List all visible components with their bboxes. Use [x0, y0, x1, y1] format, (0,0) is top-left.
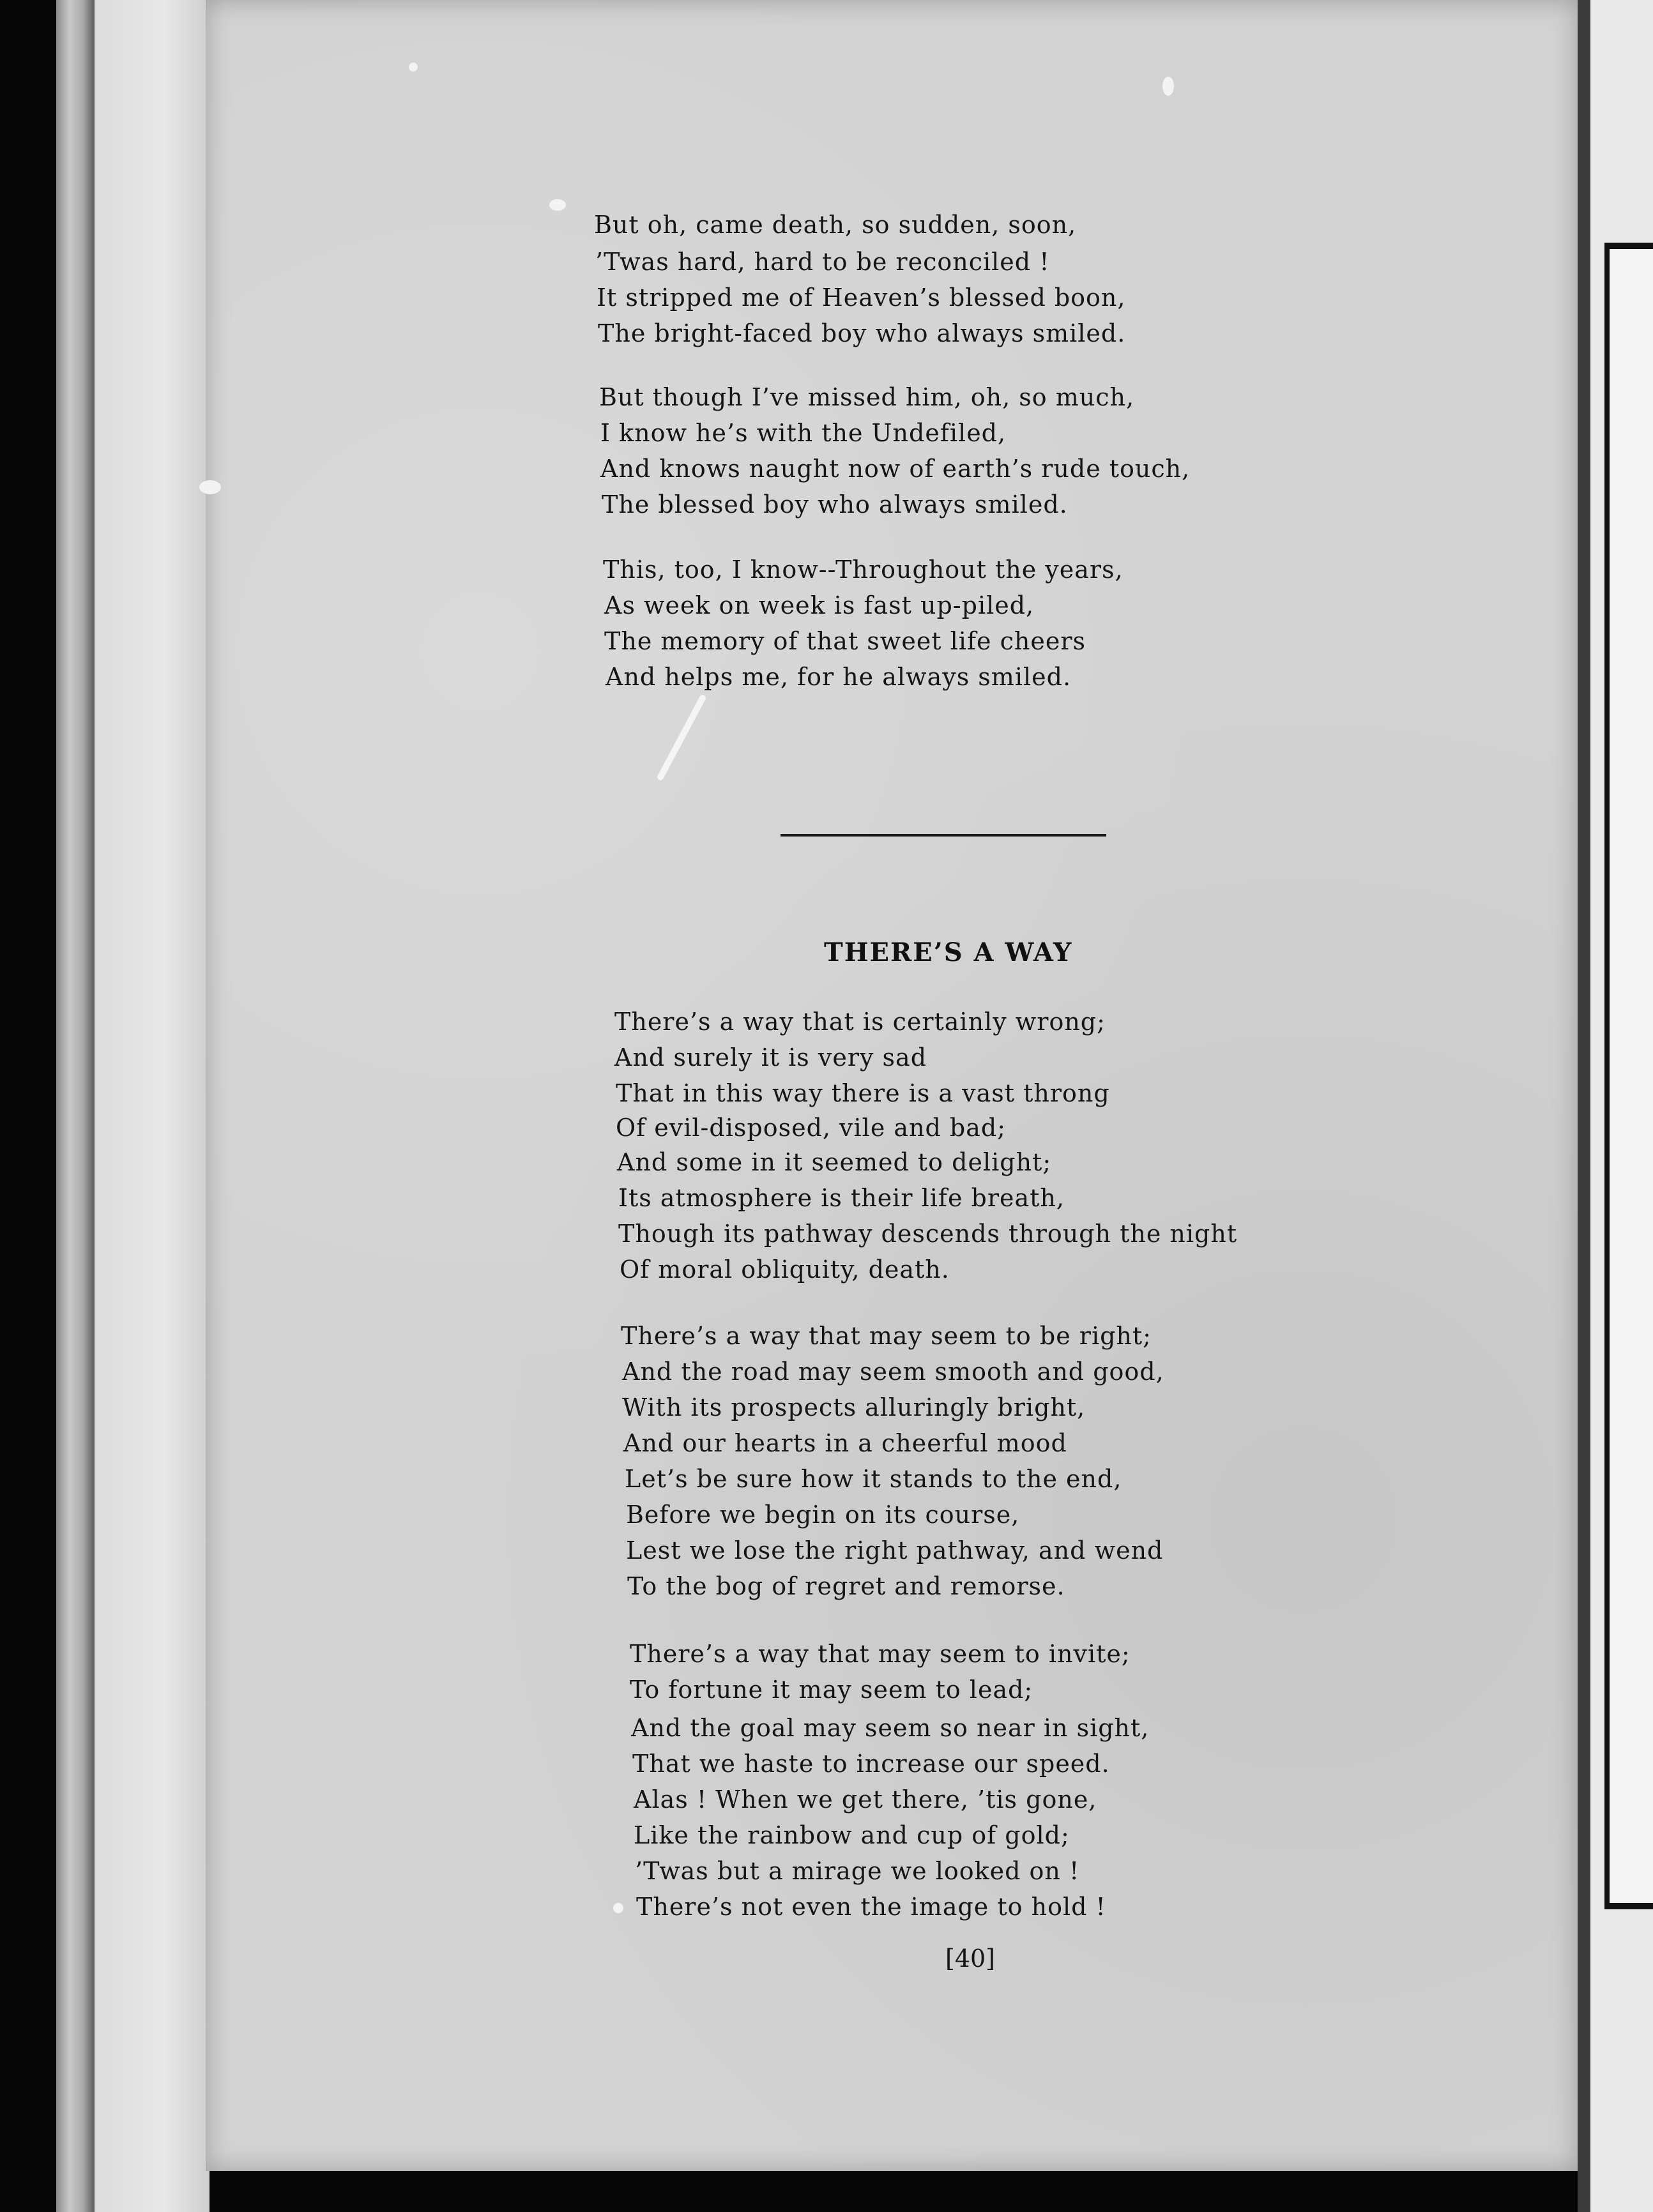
poem-2-line: Like the rainbow and cup of gold;: [634, 1821, 1070, 1849]
poem-2-line: Of moral obliquity, death.: [620, 1255, 950, 1284]
poem-2-line: Before we begin on its course,: [626, 1501, 1020, 1529]
poem-1-line: The memory of that sweet life cheers: [604, 627, 1086, 655]
poem-2-line: And surely it is very sad: [614, 1043, 927, 1072]
poem-2-line: Alas ! When we get there, ’tis gone,: [634, 1785, 1097, 1814]
poem-2-line: With its prospects alluringly bright,: [622, 1393, 1086, 1421]
dust-speck: [1162, 77, 1174, 96]
section-divider: [781, 834, 1106, 837]
facing-page-margin: [95, 0, 209, 2212]
poem-2-line: To fortune it may seem to lead;: [630, 1676, 1033, 1704]
poem-2-line: Its atmosphere is their life breath,: [618, 1184, 1065, 1212]
page-gutter-shadow: [1578, 0, 1590, 2212]
poem-2-line: And the goal may seem so near in sight,: [631, 1714, 1150, 1742]
dust-speck: [549, 199, 566, 211]
poem-1-line: But oh, came death, so sudden, soon,: [594, 211, 1077, 239]
poem-2-line: Lest we lose the right pathway, and wend: [626, 1536, 1164, 1564]
poem-2-line: Let’s be sure how it stands to the end,: [625, 1465, 1122, 1493]
dust-speck: [199, 480, 221, 494]
poem-2-line: There’s not even the image to hold !: [636, 1893, 1106, 1921]
poem-1-line: But though I’ve missed him, oh, so much,: [599, 383, 1135, 411]
book-edge: [56, 0, 95, 2212]
poem-2-line: That in this way there is a vast throng: [616, 1079, 1110, 1107]
poem-2-line: There’s a way that may seem to invite;: [630, 1640, 1131, 1668]
poem-2-line: Though its pathway descends through the night: [618, 1220, 1238, 1248]
poem-2-line: That we haste to increase our speed.: [632, 1750, 1110, 1778]
poem-2-line: To the bog of regret and remorse.: [627, 1572, 1065, 1600]
dust-speck: [409, 63, 418, 72]
poem-2-line: ’Twas but a mirage we looked on !: [635, 1857, 1080, 1885]
poem-1-line: The bright-faced boy who always smiled.: [598, 319, 1126, 347]
poem-1-line: The blessed boy who always smiled.: [602, 490, 1068, 519]
poem-title: THERE’S A WAY: [824, 937, 1073, 967]
poem-1-line: ’Twas hard, hard to be reconciled !: [595, 248, 1050, 276]
poem-1-line: As week on week is fast up-piled,: [604, 591, 1035, 619]
poem-2-line: And the road may seem smooth and good,: [622, 1358, 1164, 1386]
poem-2-line: And some in it seemed to delight;: [617, 1148, 1052, 1176]
poem-2-line: And our hearts in a cheerful mood: [623, 1429, 1067, 1457]
page-number: [40]: [945, 1944, 996, 1973]
poem-2-line: There’s a way that may seem to be right;: [621, 1322, 1152, 1350]
poem-1-line: This, too, I know--Throughout the years,: [603, 556, 1124, 584]
poem-1-line: And knows naught now of earth’s rude touch,: [600, 455, 1191, 483]
poem-1-line: It stripped me of Heaven’s blessed boon,: [597, 284, 1126, 312]
poem-2-line: There’s a way that is certainly wrong;: [614, 1008, 1106, 1036]
dust-speck: [613, 1903, 623, 1913]
poem-1-line: And helps me, for he always smiled.: [606, 663, 1072, 691]
poem-2-line: Of evil-disposed, vile and bad;: [616, 1114, 1007, 1142]
poem-1-line: I know he’s with the Undefiled,: [600, 419, 1007, 447]
adjacent-page-frame: [1604, 243, 1653, 1909]
